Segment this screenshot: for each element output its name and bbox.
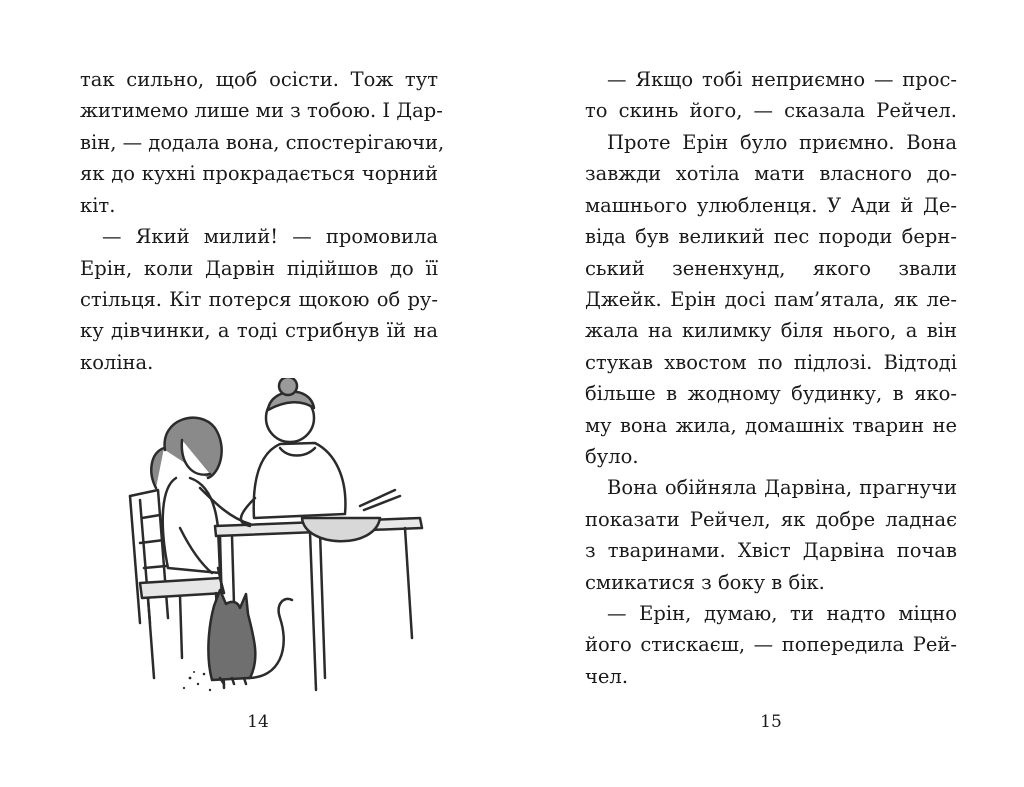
text-line: він, — додала вона, спостерігаючи, bbox=[80, 131, 445, 154]
text-line: — Якщо тобі неприємно — прос- bbox=[607, 68, 957, 91]
right-page bbox=[512, 0, 1024, 787]
illustration-girl-woman-cat bbox=[120, 378, 430, 698]
text-line: Джейк. Ерін досі пам’ятала, як ле- bbox=[585, 288, 957, 311]
page-number: 14 bbox=[247, 712, 269, 732]
text-line: віда був великий пес породи берн- bbox=[585, 225, 957, 248]
text-line: смикатися з боку в бік. bbox=[585, 571, 825, 594]
text-line: му вона жила, домашніх тварин не bbox=[585, 414, 957, 437]
text-line: завжди хотіла мати власного до- bbox=[585, 162, 957, 185]
text-line: то скинь його, — сказала Рейчел. bbox=[585, 99, 957, 122]
text-line: ку дівчинки, а тоді стрибнув їй на bbox=[80, 319, 438, 342]
text-line: кіт. bbox=[80, 194, 116, 217]
text-line: машнього улюбленця. У Ади й Де- bbox=[585, 194, 957, 217]
text-line: стукав хвостом по підлозі. Відтоді bbox=[585, 351, 957, 374]
text-line: показати Рейчел, як добре ладнає bbox=[585, 508, 957, 531]
text-line: його стискаєш, — попередила Рей- bbox=[585, 633, 957, 656]
text-line: жала на килимку біля нього, а він bbox=[585, 319, 957, 342]
text-line: коліна. bbox=[80, 351, 154, 374]
text-line: Проте Ерін було приємно. Вона bbox=[607, 131, 957, 154]
text-line: з тваринами. Хвіст Дарвіна почав bbox=[585, 539, 957, 562]
text-line: житимемо лише ми з тобою. І Дар- bbox=[80, 99, 443, 122]
text-line: так сильно, щоб осісти. Тож тут bbox=[80, 68, 438, 91]
page-number: 15 bbox=[760, 712, 782, 732]
text-line: — Ерін, думаю, ти надто міцно bbox=[607, 602, 957, 625]
text-line: ський зененхунд, якого звали bbox=[585, 257, 957, 280]
text-line: стільця. Кіт потерся щокою об ру- bbox=[80, 288, 438, 311]
text-line: було. bbox=[585, 445, 639, 468]
text-line: Вона обійняла Дарвіна, прагнучи bbox=[607, 476, 957, 499]
text-line: чел. bbox=[585, 665, 629, 688]
text-line: як до кухні прокрадається чорний bbox=[80, 162, 438, 185]
text-line: — Який милий! — промовила bbox=[102, 225, 438, 248]
text-line: Ерін, коли Дарвін підійшов до її bbox=[80, 257, 438, 280]
text-line: більше в жодному будинку, в яко- bbox=[585, 382, 957, 405]
